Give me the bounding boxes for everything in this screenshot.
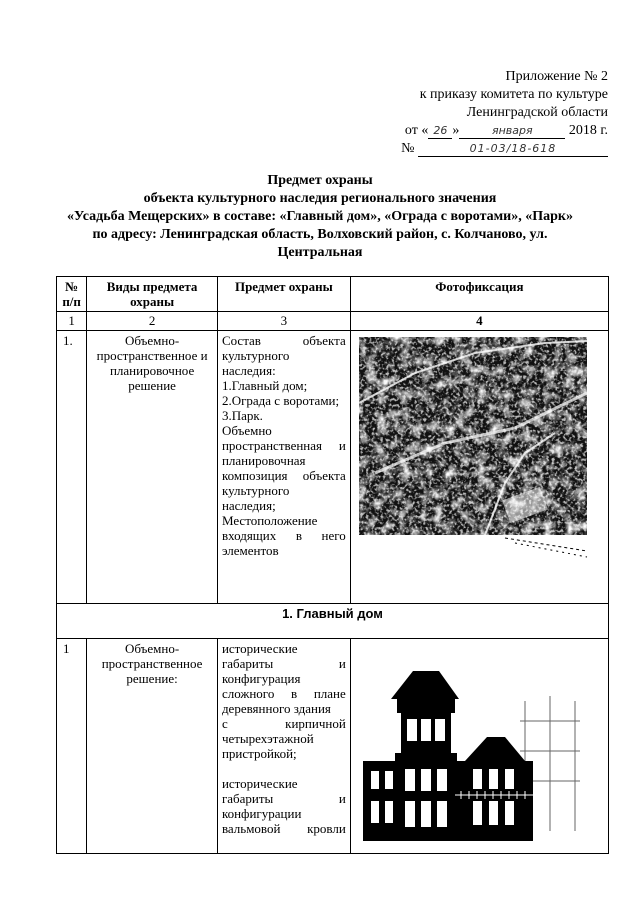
index-cell: 3: [217, 312, 350, 331]
index-cell: 2: [87, 312, 218, 331]
date-mid: »: [452, 123, 460, 138]
subject-line: 3.Парк.: [221, 408, 263, 423]
appendix-region: Ленинградской области: [466, 105, 608, 120]
row-photo-cell: [350, 331, 608, 604]
table-row: [57, 639, 609, 854]
heading-line-3: «Усадьба Мещерских» в составе: «Главный дом», «Ограда с воротами», «Парк»: [67, 209, 573, 224]
subject-line: наследия;: [221, 498, 276, 513]
number-prefix: №: [401, 141, 415, 156]
subject-line: элементов: [221, 543, 279, 558]
section-title: 1. Главный дом: [57, 604, 609, 639]
subject-line: Состав объекта: [221, 333, 346, 348]
date-prefix: от «: [404, 123, 429, 138]
heading-line-2: объекта культурного наследия регионального значения: [143, 191, 497, 206]
subject-line: пристройкой;: [221, 746, 297, 761]
row-kind: Объемно-пространственное решение:: [87, 639, 218, 854]
document-heading: [40, 172, 600, 262]
subject-line: конфигурация: [221, 671, 301, 686]
row-subject: [217, 331, 350, 604]
number-handwritten: 01-03/18-618: [418, 142, 608, 157]
subject-line: сложного в плане: [221, 686, 346, 701]
subject-line: Объемно: [221, 423, 272, 438]
subject-line: исторические: [221, 641, 298, 656]
appendix-number-row: [380, 140, 608, 158]
table-row: [57, 331, 609, 604]
aerial-photo: [355, 333, 591, 563]
table-header-row: [57, 277, 609, 312]
row-number: 1: [57, 639, 87, 854]
date-year: 2018 г.: [568, 123, 608, 138]
subject-line: культурного: [221, 348, 290, 363]
protection-table: [56, 276, 609, 854]
subject-line: с кирпичной: [221, 716, 346, 731]
heading-line-5: Центральная: [277, 245, 363, 260]
appendix-order-ref: к приказу комитета по культуре: [419, 87, 608, 102]
heading-title: Предмет охраны: [267, 173, 373, 188]
appendix-date-row: [380, 122, 608, 140]
subject-line: входящих в него: [221, 528, 346, 543]
index-cell: 1: [57, 312, 87, 331]
row-photo-cell: [350, 639, 608, 854]
row-number: 1.: [57, 331, 87, 604]
index-cell: 4: [350, 312, 608, 331]
subject-line: вальмовой кровли: [221, 821, 346, 836]
appendix-title: Приложение № 2: [505, 69, 608, 84]
table-index-row: [57, 312, 609, 331]
subject-line: пространственная и: [221, 438, 346, 453]
heading-line-4: по адресу: Ленинградская область, Волховский район, с. Колчаново, ул.: [92, 227, 548, 242]
subject-line: исторические: [221, 776, 298, 791]
header-kind: Виды предмета охраны: [87, 277, 218, 312]
row-kind: Объемно-пространственное и планировочное решение: [87, 331, 218, 604]
subject-line: четырехэтажной: [221, 731, 314, 746]
subject-line: 1.Главный дом;: [221, 378, 308, 393]
subject-line: деревянного здания: [221, 701, 331, 716]
subject-line: конфигурации: [221, 806, 302, 821]
subject-line: Местоположение: [221, 513, 318, 528]
header-photo: Фотофиксация: [350, 277, 608, 312]
appendix-block: [380, 68, 608, 158]
header-subject: Предмет охраны: [217, 277, 350, 312]
subject-line: композиция объекта: [221, 468, 346, 483]
subject-line: габариты и: [221, 656, 346, 671]
header-num: № п/п: [57, 277, 87, 312]
date-month-handwritten: января: [459, 124, 565, 139]
subject-lines: [222, 641, 346, 836]
subject-line: габариты и: [221, 791, 346, 806]
subject-line: культурного: [221, 483, 290, 498]
subject-line: [222, 761, 346, 776]
manor-house-photo: [355, 641, 591, 847]
subject-lines: [222, 333, 346, 558]
subject-line: 2.Ограда с воротами;: [221, 393, 340, 408]
row-subject: [217, 639, 350, 854]
subject-line: наследия:: [221, 363, 276, 378]
section-row: [57, 604, 609, 639]
subject-line: планировочная: [221, 453, 306, 468]
date-day-handwritten: 26: [428, 124, 452, 139]
